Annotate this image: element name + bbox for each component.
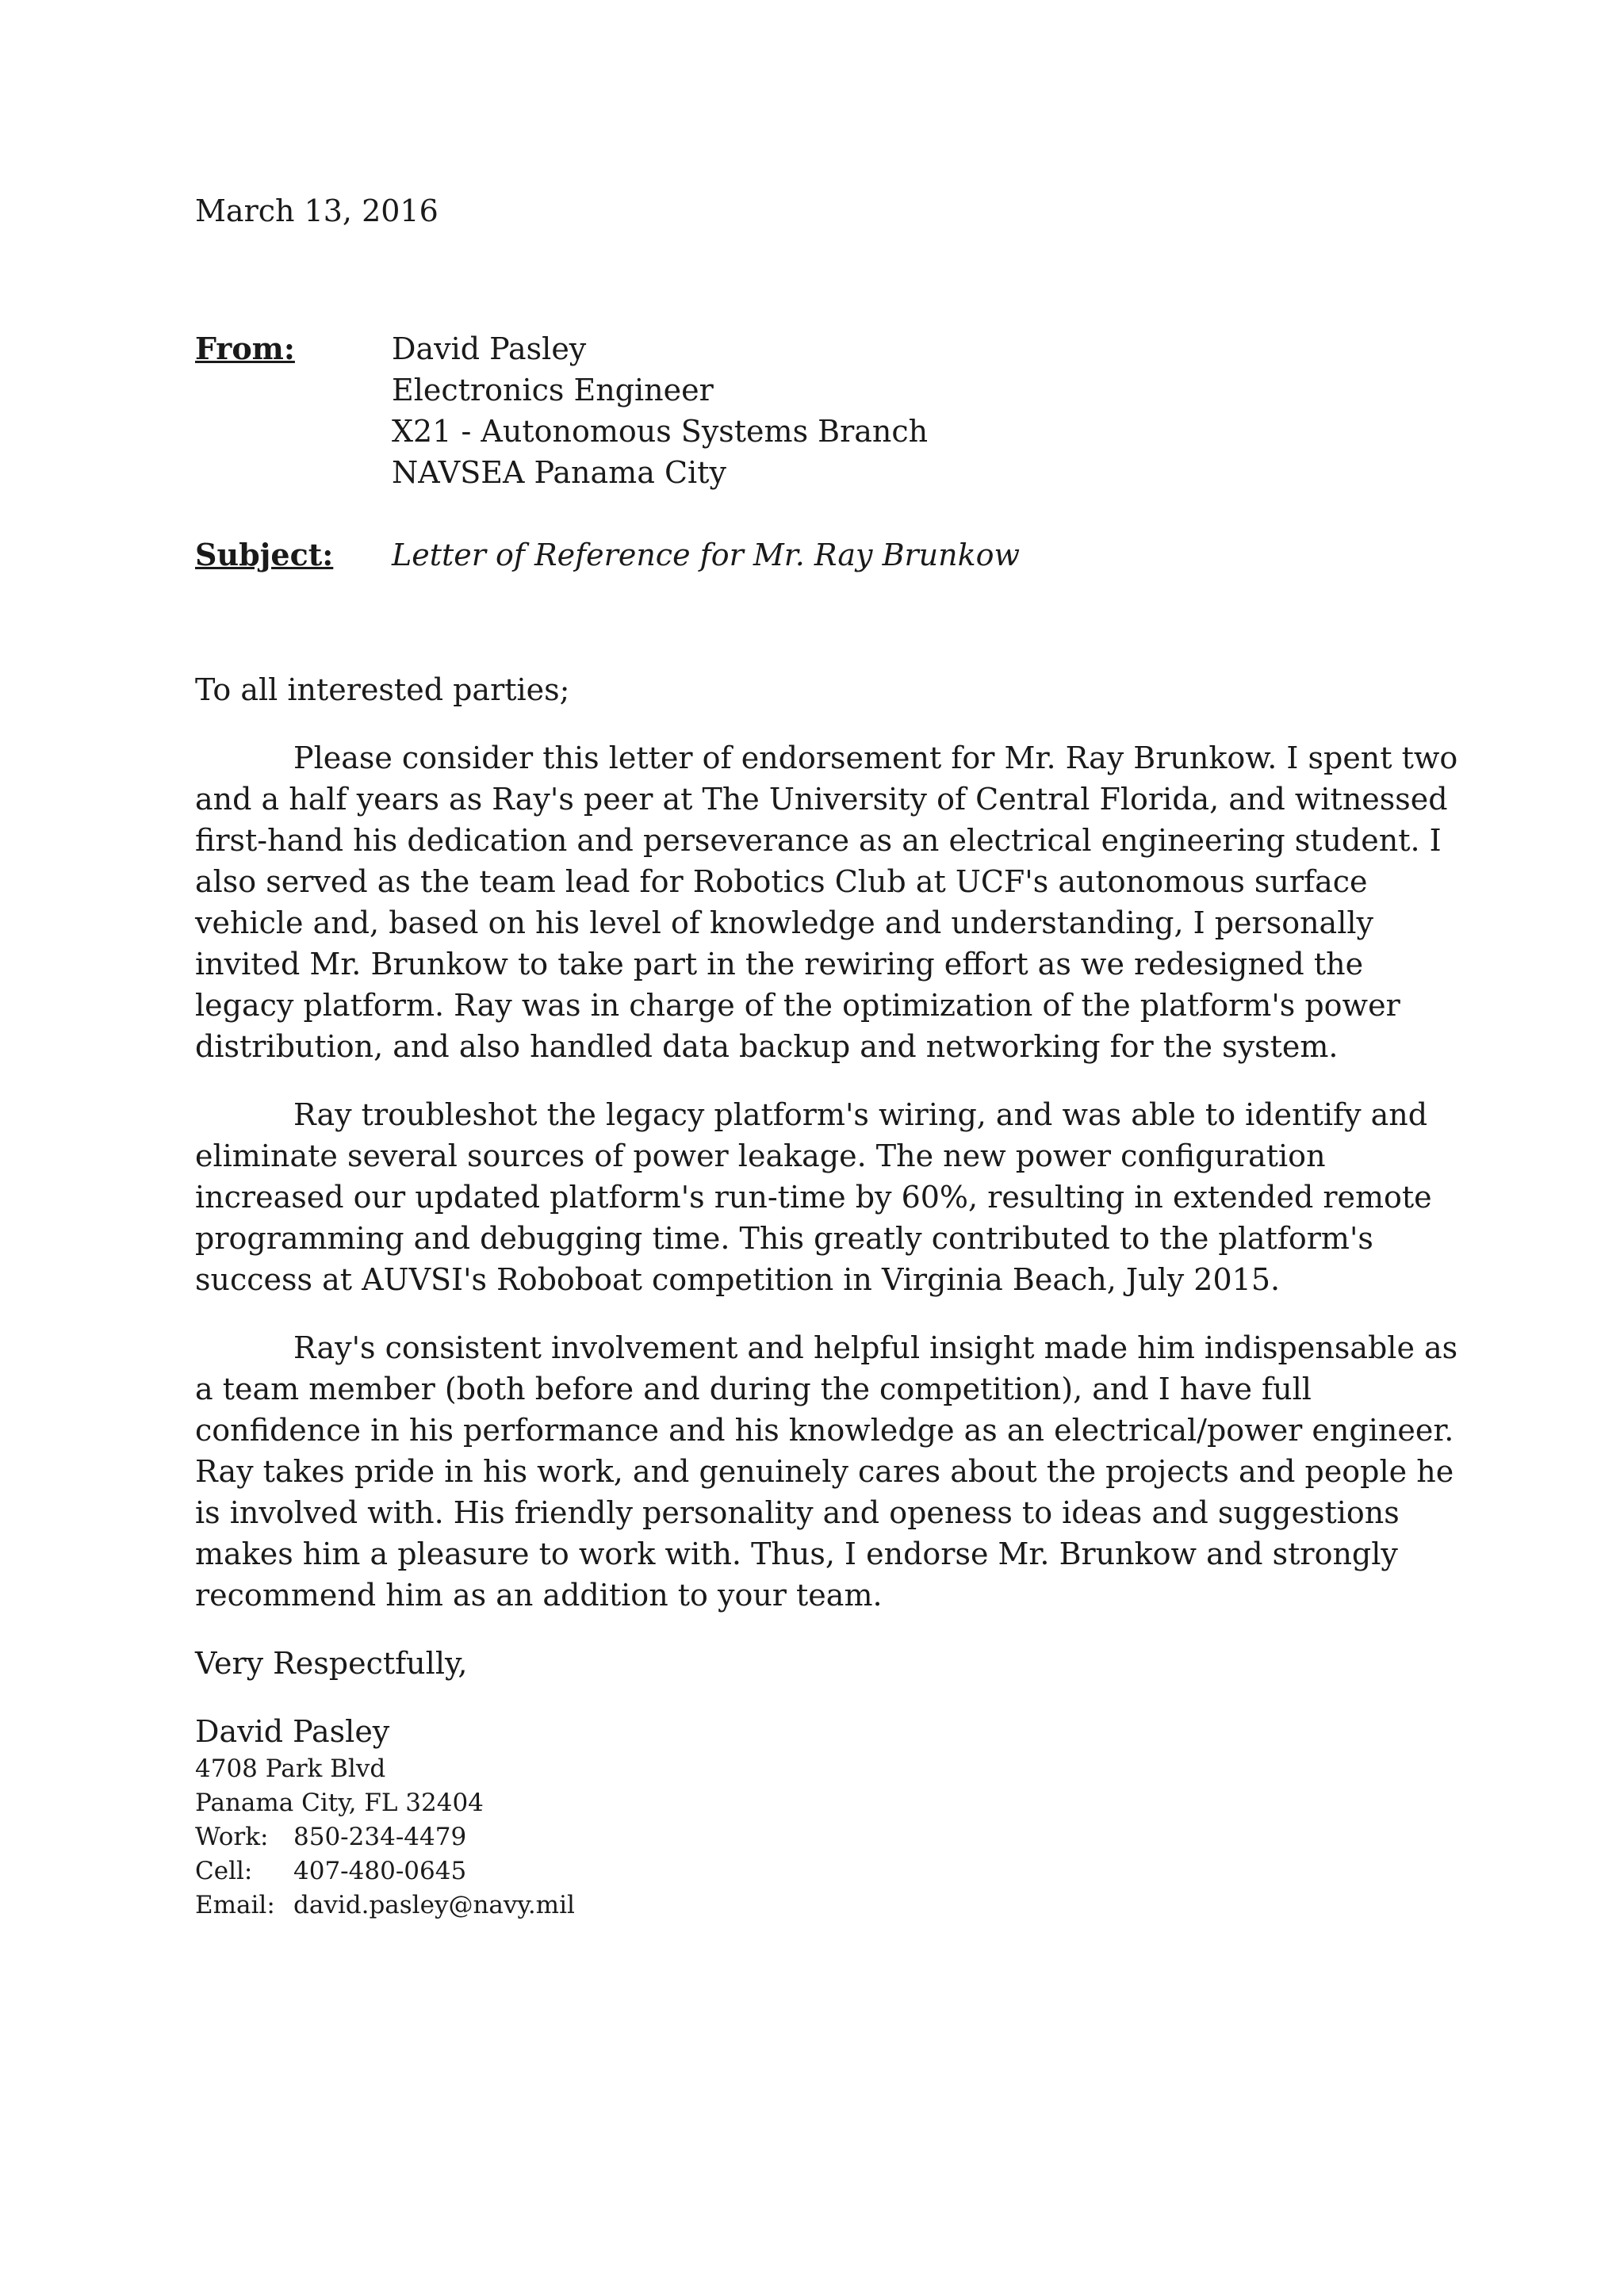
work-phone-row <box>195 1820 1464 1854</box>
signature-block <box>195 1711 1464 1923</box>
body-paragraph: Ray's consistent involvement and helpful insight made him indispensable as a team member (both before and during the competition), and I have full confidence in his performance and his knowledge as an electrical/power engineer. Ray takes pride in his work, and genuinely cares about the projects and people he is involved with. His friendly personality and openess to ideas and suggestions makes him a pleasure to work with. Thus, I endorse Mr. Brunkow and strongly recommend him as an addition to your team. <box>195 1330 1458 1613</box>
closing: Very Respectfully, <box>195 1646 468 1681</box>
email-row <box>195 1888 1464 1923</box>
from-title: Electronics Engineer <box>392 373 714 408</box>
signature-address-line-1: 4708 Park Blvd <box>195 1755 386 1783</box>
subject-text: Letter of Reference for Mr. Ray Brunkow <box>392 538 1021 572</box>
subject-label: Subject: <box>195 537 334 572</box>
signature-name: David Pasley <box>195 1714 390 1749</box>
cell-phone-row <box>195 1854 1464 1888</box>
from-name: David Pasley <box>392 331 587 366</box>
from-row <box>195 328 1464 493</box>
salutation: To all interested parties; <box>195 672 570 707</box>
from-branch: X21 - Autonomous Systems Branch <box>392 414 929 449</box>
from-organization: NAVSEA Panama City <box>392 455 726 490</box>
cell-phone: 407-480-0645 <box>293 1857 467 1885</box>
from-details <box>392 328 928 493</box>
work-phone: 850-234-4479 <box>293 1823 467 1851</box>
letter-date: March 13, 2016 <box>195 193 439 228</box>
letter-header <box>195 328 1464 576</box>
work-phone-label: Work: <box>195 1823 269 1851</box>
from-label: From: <box>195 331 295 366</box>
letter-body <box>195 669 1464 1923</box>
email-label: Email: <box>195 1891 275 1919</box>
signature-address-line-2: Panama City, FL 32404 <box>195 1789 484 1817</box>
body-paragraph: Ray troubleshot the legacy platform's wiring, and was able to identify and eliminate several sources of power leakage. The new power configuration increased our updated platform's run-time by 60%, resulting in extended remote programming and debugging time. This greatly contributed to the platform's success at AUVSI's Roboboat competition in Virginia Beach, July 2015. <box>195 1097 1432 1297</box>
cell-phone-label: Cell: <box>195 1857 253 1885</box>
email-address: david.pasley@navy.mil <box>293 1891 575 1919</box>
subject-row <box>195 534 1464 576</box>
body-paragraph: Please consider this letter of endorsement for Mr. Ray Brunkow. I spent two and a half years as Ray's peer at The University of Central Florida, and witnessed first-hand his dedication and perseverance as an electrical engineering student. I also served as the team lead for Robotics Club at UCF's autonomous surface vehicle and, based on his level of knowledge and understanding, I personally invited Mr. Brunkow to take part in the rewiring effort as we redesigned the legacy platform. Ray was in charge of the optimization of the platform's power distribution, and also handled data backup and networking for the system. <box>195 740 1458 1064</box>
